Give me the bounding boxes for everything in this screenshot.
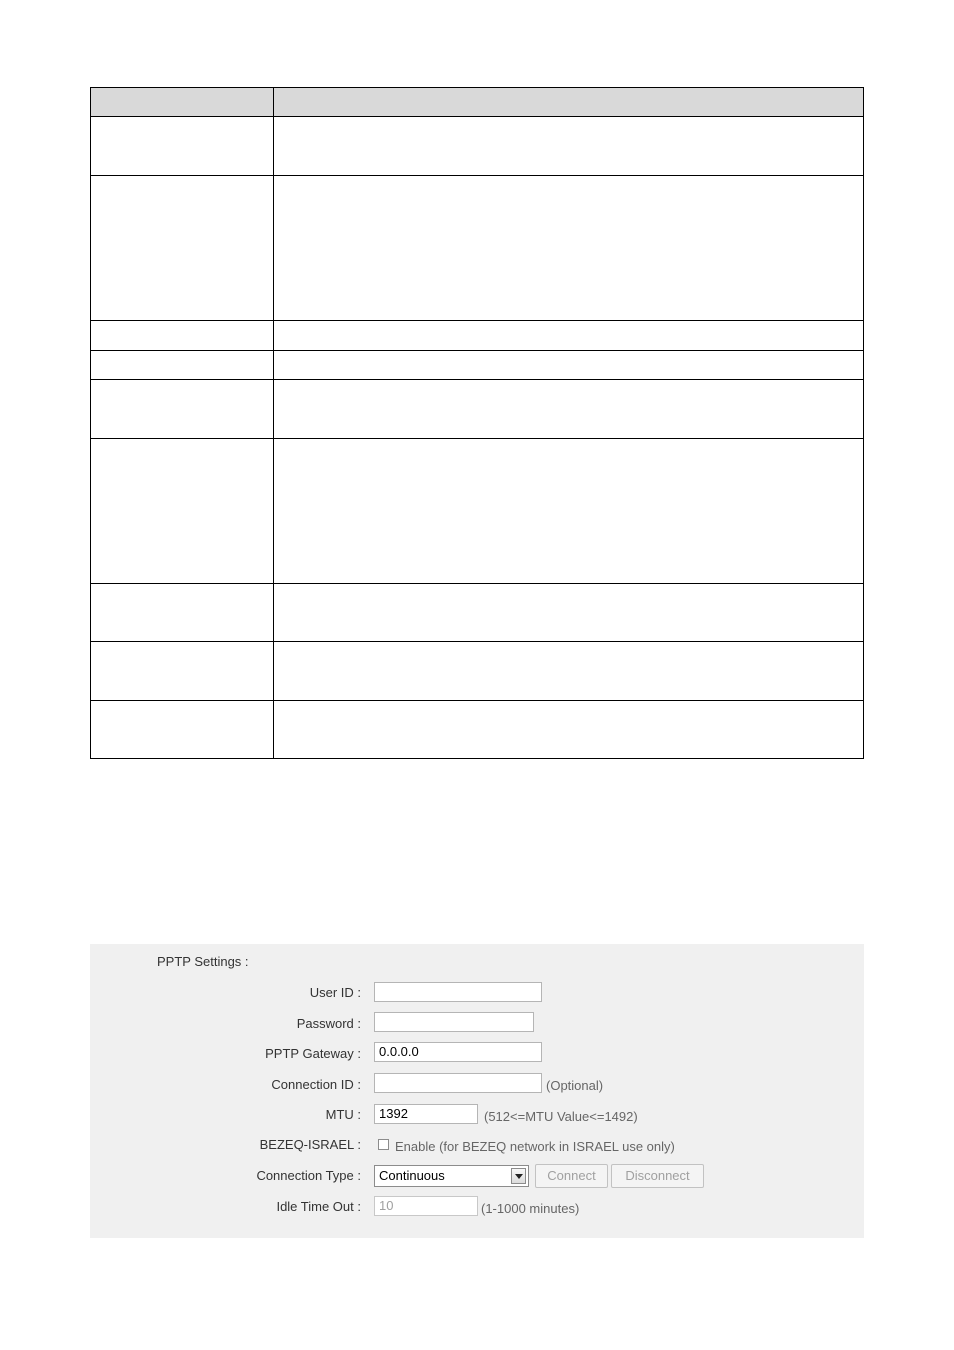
user-id-label: User ID : <box>309 985 361 1000</box>
mtu-label: MTU : <box>325 1107 361 1122</box>
idle-time-out-label: Idle Time Out : <box>276 1199 361 1214</box>
table-cell <box>274 701 864 759</box>
bezeq-israel-label: BEZEQ-ISRAEL : <box>259 1137 361 1152</box>
idle-time-out-hint: (1-1000 minutes) <box>481 1201 580 1216</box>
bezeq-enable-checkbox[interactable] <box>378 1139 389 1150</box>
table-row <box>91 642 864 701</box>
dropdown-arrow-icon[interactable] <box>511 1168 526 1184</box>
user-id-input[interactable] <box>374 982 542 1002</box>
table-cell <box>91 584 274 642</box>
password-input[interactable] <box>374 1012 534 1032</box>
table-cell <box>274 584 864 642</box>
table-cell <box>274 351 864 380</box>
mtu-input[interactable]: 1392 <box>374 1104 478 1124</box>
idle-time-out-input[interactable]: 10 <box>374 1196 478 1216</box>
table-cell <box>91 117 274 176</box>
table-row <box>91 439 864 584</box>
table-header-cell <box>91 88 274 117</box>
connection-type-value: Continuous <box>379 1168 445 1183</box>
table-header-row <box>91 88 864 117</box>
table-row <box>91 701 864 759</box>
disconnect-button[interactable]: Disconnect <box>611 1164 704 1188</box>
table-row <box>91 117 864 176</box>
table-cell <box>274 380 864 439</box>
table-row <box>91 584 864 642</box>
pptp-settings-panel <box>90 944 864 1238</box>
table-cell <box>91 176 274 321</box>
pptp-gateway-input[interactable]: 0.0.0.0 <box>374 1042 542 1062</box>
connect-button[interactable]: Connect <box>535 1164 608 1188</box>
table-cell <box>274 176 864 321</box>
table-row <box>91 380 864 439</box>
connection-id-hint: (Optional) <box>546 1078 604 1093</box>
table-cell <box>274 439 864 584</box>
table-header-cell <box>274 88 864 117</box>
password-label: Password : <box>296 1016 361 1031</box>
table-row <box>91 321 864 351</box>
table-cell <box>91 701 274 759</box>
pptp-gateway-label: PPTP Gateway : <box>265 1046 361 1061</box>
connection-id-label: Connection ID : <box>271 1077 361 1092</box>
table-cell <box>274 117 864 176</box>
section-title: PPTP Settings : <box>157 954 249 969</box>
table-cell <box>91 439 274 584</box>
table-cell <box>274 642 864 701</box>
table-cell <box>91 351 274 380</box>
connection-type-select[interactable] <box>374 1165 529 1187</box>
table-cell <box>91 380 274 439</box>
table-row <box>91 176 864 321</box>
table-cell <box>91 642 274 701</box>
mtu-hint: (512<=MTU Value<=1492) <box>484 1109 638 1124</box>
table-cell <box>274 321 864 351</box>
description-table <box>90 87 864 759</box>
table-row <box>91 351 864 380</box>
connection-id-input[interactable] <box>374 1073 542 1093</box>
bezeq-enable-label: Enable (for BEZEQ network in ISRAEL use only) <box>395 1139 675 1154</box>
connection-type-label: Connection Type : <box>256 1168 361 1183</box>
table-cell <box>91 321 274 351</box>
